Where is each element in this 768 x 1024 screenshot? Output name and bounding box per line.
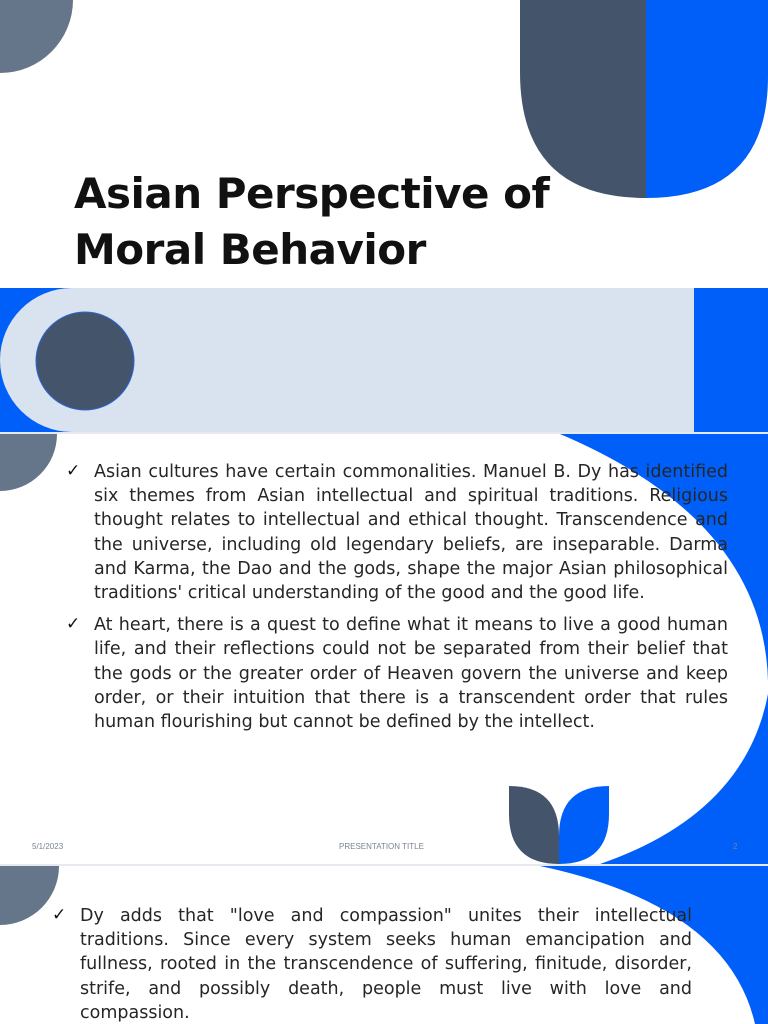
check-icon: ✓ [66, 461, 81, 481]
bullet-text: Asian cultures have certain commonalities. Manuel B. Dy has identified six themes from Asian intellectual and spiritual traditions. Religious thought relates to intellectual and ethical thought. Transcendence and the universe, including old legendary beliefs, are inseparable. Darma and Karma, the Dao and the gods, shape the major Asian philosophical traditions' critical understanding of the good and the good life. [94, 462, 728, 604]
bullet-text: At heart, there is a quest to define what it means to live a good human life, and their reflections could not be separated from their belief that the gods or the greater order of Heaven govern the universe and keep order, or their intuition that there is a transcendent order that rules human flourishing but cannot be defined by the intellect. [94, 615, 728, 733]
title-slide [0, 0, 768, 432]
navy-small-leaf [509, 786, 559, 864]
bullet-list [52, 904, 692, 1024]
title-line-2: Moral Behavior [74, 225, 426, 274]
corner-quarter-circle [0, 866, 59, 925]
corner-quarter-circle [0, 434, 57, 491]
list-item [66, 460, 728, 605]
blue-arch-shape [694, 288, 768, 432]
footer-title: PRESENTATION TITLE [339, 842, 424, 851]
list-item [52, 904, 692, 1024]
footer-date: 5/1/2023 [32, 842, 64, 851]
title-line-1: Asian Perspective of [74, 169, 550, 218]
slide-title [74, 166, 549, 278]
corner-quarter-circle [0, 0, 73, 73]
band-decor [0, 288, 768, 432]
navy-circle [36, 312, 134, 410]
check-icon: ✓ [66, 614, 81, 635]
list-item [66, 613, 728, 734]
check-icon: ✓ [52, 905, 67, 925]
bullet-text: Dy adds that "love and compassion" unites their intellectual traditions. Since every system seeks human emancipation and fullness, rooted in the transcendence of suffering, finitude, disorder, strife, and possibly death, people must live with love and compassion. [80, 906, 692, 1023]
bullet-list [66, 460, 728, 742]
blue-small-leaf [559, 786, 609, 864]
footer-page-number: 2 [733, 842, 738, 851]
content-slide-3 [0, 866, 768, 1024]
content-slide [0, 434, 768, 864]
blue-leaf-shape [646, 0, 768, 198]
